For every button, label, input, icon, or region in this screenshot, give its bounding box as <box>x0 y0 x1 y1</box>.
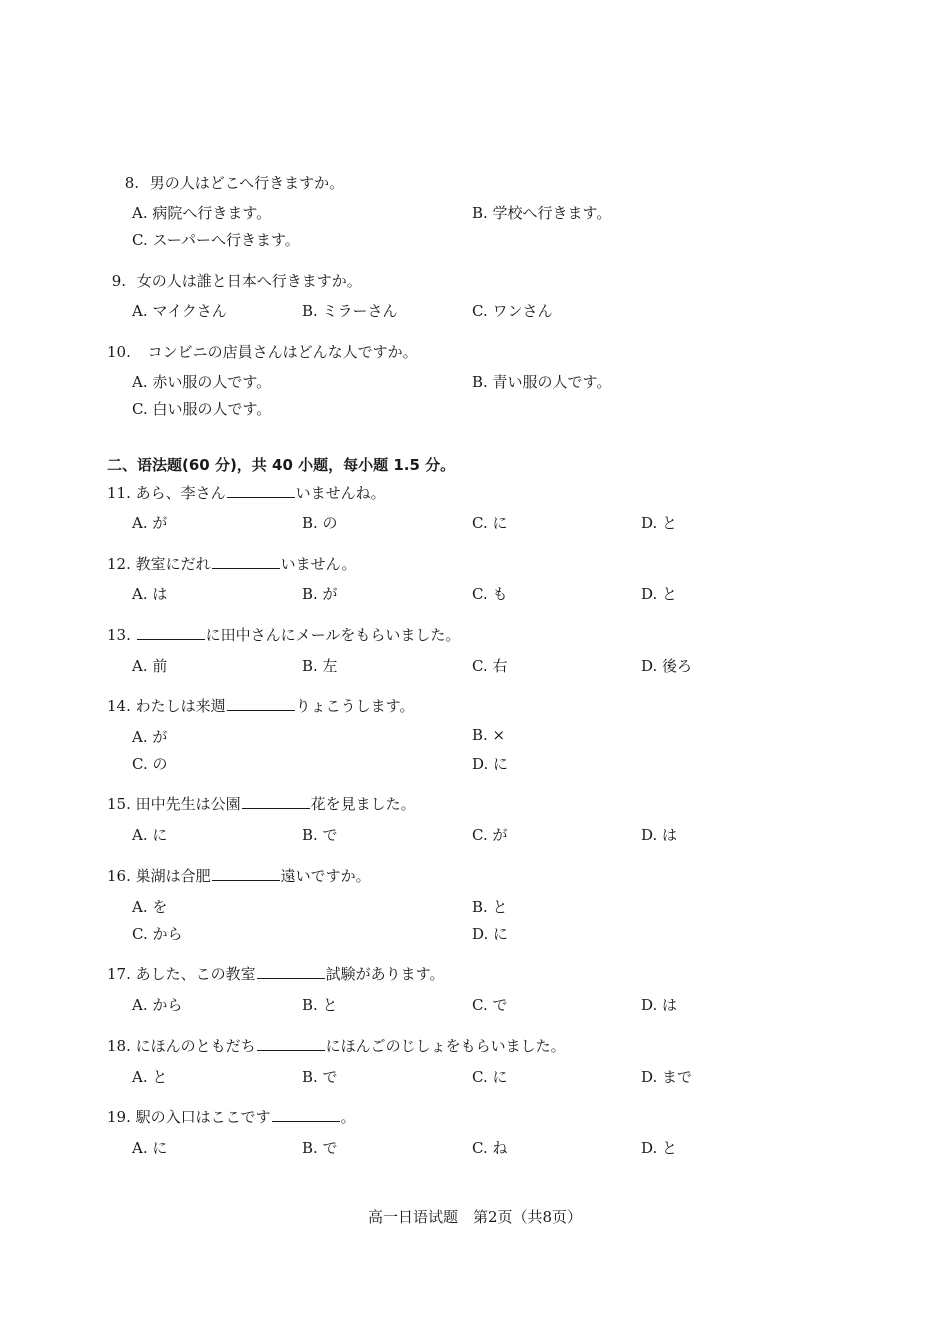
option-a: A. から <box>132 996 183 1014</box>
option-b: B. で <box>302 1139 338 1157</box>
option-a: A. に <box>132 1139 168 1157</box>
question-text-post: いません。 <box>280 555 357 573</box>
question-text-post: 。 <box>340 1108 356 1126</box>
question-text: コンビニの店員さんはどんな人ですか。 <box>147 343 418 361</box>
option-a: A. 赤い服の人です。 <box>132 373 272 391</box>
question-text-pre: 駅の入口はここです <box>135 1108 271 1126</box>
option-b: B. と <box>472 898 508 916</box>
option-b: B. 青い服の人です。 <box>472 373 612 391</box>
answer-blank <box>257 1036 325 1051</box>
question-text-pre: あら、李さん <box>135 484 226 502</box>
question-text-pre: 教室にだれ <box>135 555 211 573</box>
question-10 <box>107 341 418 362</box>
answer-blank <box>137 625 205 640</box>
option-a: A. を <box>132 898 168 916</box>
option-a: A. は <box>132 585 168 603</box>
question-text: 男の人はどこへ行きますか。 <box>149 174 345 192</box>
option-a: A. 病院へ行きます。 <box>132 204 272 222</box>
question-number: 12. <box>107 555 131 573</box>
question-11 <box>107 482 386 503</box>
question-12 <box>107 553 357 574</box>
option-c: C. スーパーへ行きます。 <box>132 231 300 249</box>
option-a: A. と <box>132 1068 168 1086</box>
option-c: C. に <box>472 514 508 532</box>
option-b: B. と <box>302 996 338 1014</box>
question-15 <box>107 793 416 814</box>
option-a: A. マイクさん <box>132 302 227 320</box>
question-text-pre: あした、この教室 <box>135 965 256 983</box>
question-14 <box>107 695 414 716</box>
question-number: 8. <box>124 174 139 192</box>
question-number: 17. <box>107 965 131 983</box>
question-text-pre: わたしは来週 <box>135 697 226 715</box>
option-b: B. で <box>302 1068 338 1086</box>
option-b: B. の <box>302 514 338 532</box>
question-text-pre: 田中先生は公園 <box>135 795 241 813</box>
question-number: 10. <box>107 343 131 361</box>
option-b: B. × <box>472 726 506 744</box>
answer-blank <box>227 483 295 498</box>
option-d: D. は <box>641 996 678 1014</box>
answer-blank <box>257 964 325 979</box>
option-c: C. も <box>472 585 508 603</box>
question-number: 16. <box>107 867 131 885</box>
option-b: B. が <box>302 585 338 603</box>
question-9 <box>107 270 362 291</box>
question-number: 19. <box>107 1108 131 1126</box>
option-d: D. に <box>472 925 509 943</box>
option-a: A. 前 <box>132 657 168 675</box>
question-number: 14. <box>107 697 131 715</box>
question-text-post: に田中さんにメールをもらいました。 <box>205 626 461 644</box>
question-text-post: 試験があります。 <box>325 965 445 983</box>
question-number: 15. <box>107 795 131 813</box>
option-b: B. 学校へ行きます。 <box>472 204 612 222</box>
option-b: B. ミラーさん <box>302 302 398 320</box>
option-d: D. 後ろ <box>641 657 693 675</box>
option-a: A. に <box>132 826 168 844</box>
option-a: A. が <box>132 514 168 532</box>
option-c: C. の <box>132 755 168 773</box>
question-text: 女の人は誰と日本へ行きますか。 <box>136 272 362 290</box>
question-number: 18. <box>107 1037 131 1055</box>
option-c: C. が <box>472 826 508 844</box>
question-number: 13. <box>107 626 131 644</box>
answer-blank <box>242 794 310 809</box>
option-c: C. で <box>472 996 508 1014</box>
answer-blank <box>227 696 295 711</box>
question-text-post: 花を見ました。 <box>310 795 416 813</box>
question-text-post: りょこうします。 <box>295 697 415 715</box>
option-c: C. ね <box>472 1139 508 1157</box>
option-d: D. に <box>472 755 509 773</box>
page-footer: 高一日语试题 第2页（共8页） <box>367 1208 583 1226</box>
option-c: C. 右 <box>472 657 508 675</box>
question-18 <box>107 1035 566 1056</box>
question-text-post: にほんごのじしょをもらいました。 <box>325 1037 566 1055</box>
option-b: B. で <box>302 826 338 844</box>
option-d: D. と <box>641 1139 678 1157</box>
question-text-pre: にほんのともだち <box>135 1037 256 1055</box>
option-d: D. と <box>641 514 678 532</box>
option-d: D. と <box>641 585 678 603</box>
question-8 <box>107 172 344 193</box>
answer-blank <box>212 866 280 881</box>
option-c: C. から <box>132 925 183 943</box>
question-text-post: いませんね。 <box>295 484 386 502</box>
option-c: C. に <box>472 1068 508 1086</box>
question-16 <box>107 865 371 886</box>
option-b: B. 左 <box>302 657 338 675</box>
option-c: C. 白い服の人です。 <box>132 400 272 418</box>
option-a: A. が <box>132 728 168 746</box>
option-d: D. は <box>641 826 678 844</box>
question-number: 9. <box>111 272 126 290</box>
question-text-pre: 巣湖は合肥 <box>135 867 211 885</box>
answer-blank <box>272 1107 340 1122</box>
question-19 <box>107 1106 356 1127</box>
question-text-post: 遠いですか。 <box>280 867 371 885</box>
answer-blank <box>212 554 280 569</box>
question-13 <box>107 624 460 645</box>
option-d: D. まで <box>641 1068 693 1086</box>
question-number: 11. <box>107 484 131 502</box>
section-heading: 二、语法题(60 分)，共 40 小题，每小题 1.5 分。 <box>107 456 456 474</box>
question-17 <box>107 963 444 984</box>
option-c: C. ワンさん <box>472 302 553 320</box>
